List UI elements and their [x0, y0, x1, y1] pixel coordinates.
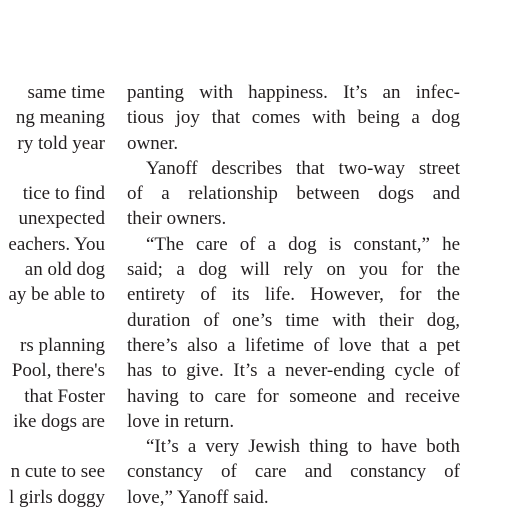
- paragraph-line: constancy of care and constancy of: [127, 461, 460, 483]
- left-paragraph-gap: [0, 434, 105, 459]
- paragraph-line: “It’s a very Jewish thing to have both: [146, 436, 460, 458]
- paragraph-line: love in return.: [127, 410, 235, 432]
- right-text-column: [127, 80, 460, 510]
- paragraph-line: there’s also a lifetime of love that a pet: [127, 334, 460, 356]
- left-line: ng meaning: [15, 107, 105, 129]
- paragraph-line: owner.: [127, 132, 179, 154]
- paragraph-line: their owners.: [127, 208, 227, 230]
- paragraph-line: has to give. It’s a never-ending cycle of: [127, 360, 460, 382]
- paragraph-line: duration of one’s time with their dog,: [127, 309, 460, 331]
- left-line: tice to find: [22, 183, 105, 205]
- left-paragraph-gap: [0, 156, 105, 181]
- left-line: ay be able to: [8, 284, 105, 306]
- left-line: eachers. You: [8, 233, 105, 255]
- left-paragraph-gap: [0, 308, 105, 333]
- paragraph-line: “The care of a dog is constant,” he: [146, 233, 460, 255]
- left-line: unexpected: [18, 208, 105, 230]
- paragraph-line: said; a dog will rely on you for the: [127, 259, 460, 281]
- paragraph-line: having to care for someone and receive: [127, 385, 460, 407]
- paragraph-line: tious joy that comes with being a dog: [127, 107, 460, 129]
- left-line: same time: [27, 82, 105, 103]
- paragraph-line: entirety of its life. However, for the: [127, 284, 460, 306]
- left-line: l girls doggy: [8, 486, 105, 508]
- left-line: n cute to see: [10, 461, 105, 483]
- paragraph-line: love,” Yanoff said.: [127, 486, 269, 508]
- left-line: that Foster: [24, 385, 105, 407]
- paragraph-line: panting with happiness. It’s an infec-: [127, 82, 460, 103]
- left-line: Pool, there's: [11, 360, 105, 382]
- left-line: rs planning: [20, 334, 105, 356]
- left-line: ry told year: [17, 132, 105, 154]
- left-line: ike dogs are: [13, 410, 105, 432]
- left-line: an old dog: [24, 259, 105, 281]
- paragraph-line: of a relationship between dogs and: [127, 183, 460, 205]
- paragraph-line: Yanoff describes that two-way street: [146, 157, 460, 179]
- left-text-column: [0, 80, 105, 510]
